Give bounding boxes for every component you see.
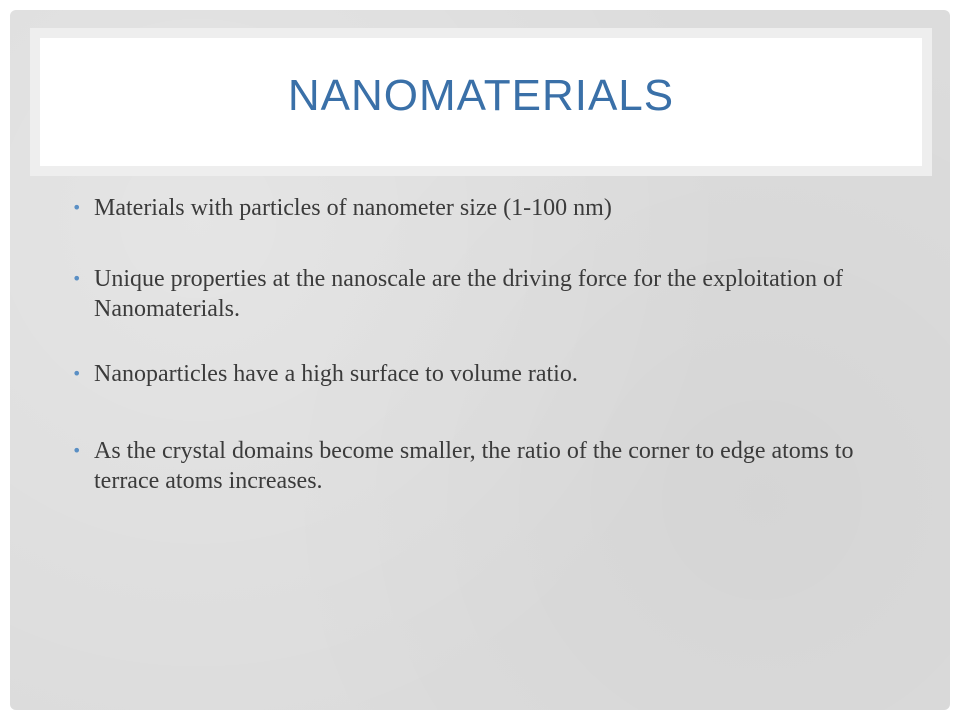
bullet-text: Unique properties at the nanoscale are the driving force for the exploitation of Nanomaterials. [94, 266, 844, 322]
bullet-dot-icon: • [72, 198, 82, 217]
bullet-item [72, 436, 892, 496]
bullet-dot-icon: • [72, 364, 82, 383]
bullet-text: As the crystal domains become smaller, the ratio of the corner to edge atoms to terrace atoms increases. [94, 438, 854, 494]
bullet-list [72, 193, 892, 527]
slide [10, 10, 950, 710]
bullet-dot-icon: • [72, 269, 82, 288]
bullet-text: Nanoparticles have a high surface to volume ratio. [94, 361, 578, 387]
bullet-item [72, 264, 892, 324]
title-box [40, 38, 922, 166]
bullet-text: Materials with particles of nanometer size (1-100 nm) [94, 195, 612, 221]
bullet-item [72, 359, 892, 389]
bullet-item [72, 193, 892, 223]
slide-title: NANOMATERIALS [287, 71, 675, 120]
bullet-dot-icon: • [72, 441, 82, 460]
title-frame [30, 28, 932, 176]
